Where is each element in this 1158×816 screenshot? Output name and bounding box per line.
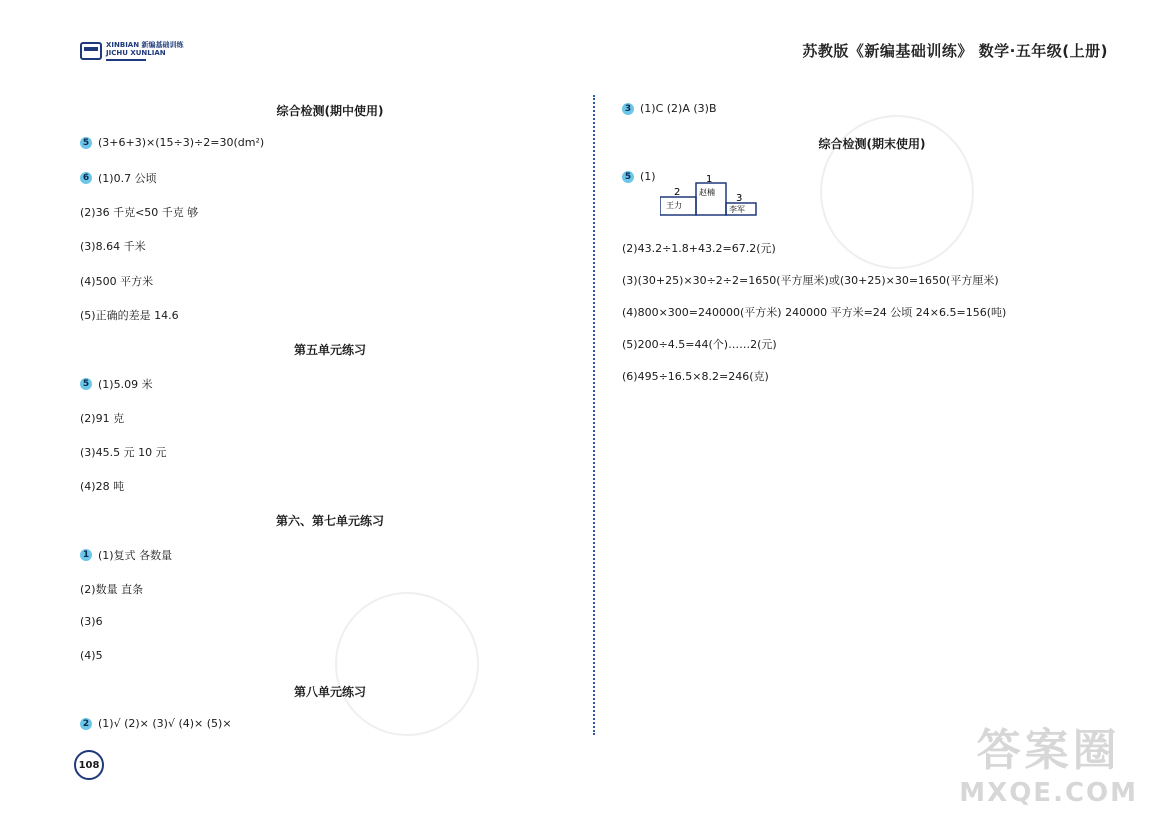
answer-text: (3)8.64 千米 (80, 240, 146, 253)
answer-line (80, 717, 232, 730)
answer-text: (2)数量 直条 (80, 583, 144, 596)
rank-3: 3 (736, 193, 743, 204)
answer-text: (4)28 吨 (80, 480, 125, 493)
question-badge: 1 (80, 549, 92, 561)
faint-stamp (335, 592, 479, 736)
answer-text: (3)6 (80, 615, 103, 628)
answer-text: (3)45.5 元 10 元 (80, 446, 167, 459)
answer-text: (1)复式 各数量 (98, 549, 173, 562)
answer-line (80, 170, 157, 186)
section-title: 第六、第七单元练习 (275, 514, 384, 528)
watermark-text: 答案圈 (976, 725, 1121, 776)
answer-text: (1)0.7 公顷 (98, 172, 157, 185)
column-divider (593, 95, 595, 735)
answer-text: (5)正确的差是 14.6 (80, 309, 179, 322)
name-second: 王力 (666, 201, 682, 210)
answer-text: (4)5 (80, 649, 103, 662)
name-first: 赵楠 (699, 188, 715, 197)
section-title: 第五单元练习 (293, 343, 366, 357)
answer-line (622, 102, 717, 115)
name-third: 李军 (729, 205, 745, 214)
rank-2: 2 (674, 187, 681, 198)
question-badge: 5 (622, 171, 634, 183)
page-number: 108 (74, 750, 104, 780)
answer-line (622, 170, 656, 183)
question-badge: 3 (622, 103, 634, 115)
logo-text-2: JICHU XUNLIAN (106, 49, 166, 57)
publisher-logo (80, 41, 184, 61)
answer-line (80, 376, 153, 392)
question-badge: 5 (80, 137, 92, 149)
rank-1: 1 (706, 175, 713, 185)
question-badge: 5 (80, 378, 92, 390)
page-header-title: 苏教版《新编基础训练》 数学·五年级(上册) (802, 42, 1108, 60)
question-badge: 2 (80, 718, 92, 730)
answer-text: (3)(30+25)×30÷2÷2=1650(平方厘米)或(30+25)×30=1650(平方厘米) (622, 274, 999, 287)
answer-line (80, 547, 172, 563)
answer-line (80, 136, 264, 149)
answer-text: (2)43.2÷1.8+43.2=67.2(元) (622, 242, 776, 255)
answer-text: (1) (640, 170, 656, 183)
answer-text: (5)200÷4.5=44(个)……2(元) (622, 338, 777, 351)
answer-text: (2)91 克 (80, 412, 125, 425)
section-title: 综合检测(期中使用) (276, 104, 384, 118)
answer-text: (4)800×300=240000(平方米) 240000 平方米=24 公顷 24×6.5=156(吨) (622, 306, 1007, 319)
section-title: 第八单元练习 (293, 685, 366, 699)
answer-text: (2)36 千克<50 千克 够 (80, 206, 199, 219)
watermark-url: MXQE.COM (959, 778, 1138, 808)
answer-text: (6)495÷16.5×8.2=246(克) (622, 370, 769, 383)
answer-text: (1)C (2)A (3)B (640, 102, 717, 115)
section-title: 综合检测(期末使用) (818, 137, 926, 151)
logo-underline (106, 59, 146, 61)
question-badge: 6 (80, 172, 92, 184)
answer-text: (4)500 平方米 (80, 275, 154, 288)
podium-diagram (660, 175, 760, 220)
answer-text: (3+6+3)×(15÷3)÷2=30(dm²) (98, 136, 265, 149)
answer-text: (1)5.09 米 (98, 378, 153, 391)
logo-text-1: XINBIAN 新编基础训练 (106, 41, 184, 49)
answer-text: (1)√ (2)× (3)√ (4)× (5)× (98, 717, 232, 730)
watermark (959, 714, 1138, 808)
bus-icon (80, 42, 102, 60)
